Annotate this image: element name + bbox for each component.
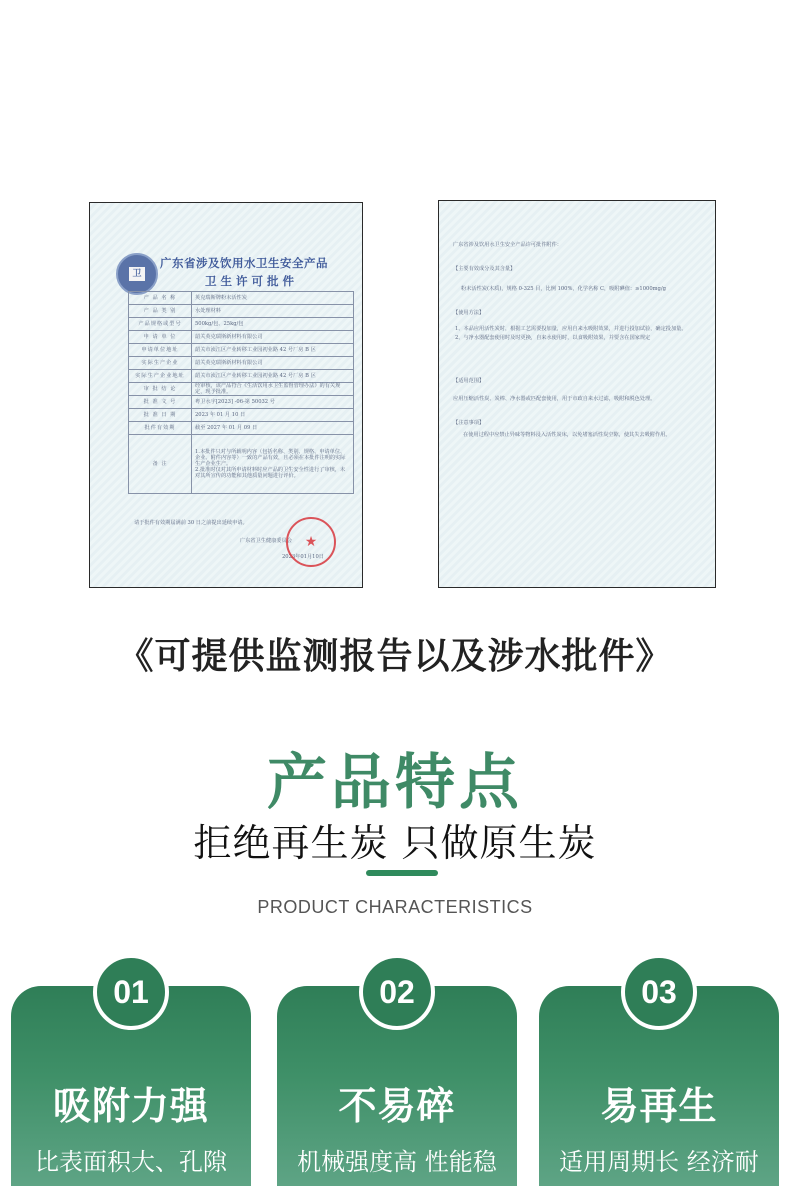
attachment-section-label: 【适用范围】 [453,378,485,384]
row-value: 韶关英克瑞斯新材料有限公司 [192,331,354,344]
row-value: 2023 年 01 月 10 日 [192,409,354,422]
section-english-caption: PRODUCT CHARACTERISTICS [257,897,533,917]
certificate-row [129,370,354,383]
feature-title: 吸附力强 [52,1084,209,1128]
row-value: 水处理材料 [192,305,354,318]
certificate-row [129,396,354,409]
red-official-seal-icon [286,517,336,567]
attachment-section-label: 【使用方法】 [453,310,485,316]
row-key: 备 注 [129,435,192,494]
feature-description: 比表面积大、孔隙 [35,1148,227,1176]
row-value: 韶关市浈江区产业转移工业园初业路 42 号厂房 B 区 [192,344,354,357]
row-key: 产 品 名 称 [129,292,192,305]
section-subtitle: 拒绝再生炭 只做原生炭 [193,821,597,865]
certificate-footer-note: 请于批件有效期届满前 30 日之前提出延续申请。 [134,520,248,526]
feature-description: 机械强度高 性能稳 [297,1148,497,1176]
row-key: 申 请 单 位 [129,331,192,344]
row-key: 批件有效期 [129,422,192,435]
feature-number-badge: 01 [93,954,169,1030]
row-key: 产 品 类 别 [129,305,192,318]
certificate-row [129,422,354,435]
certificate-row [129,292,354,305]
certificate-row [129,331,354,344]
row-value: 截至 2027 年 01 月 09 日 [192,422,354,435]
health-license-certificate [89,202,363,588]
row-value: 韶关英克瑞斯新材料有限公司 [192,357,354,370]
certificate-table [128,291,354,494]
certificate-row [129,344,354,357]
feature-card [11,973,251,1186]
certificate-issuer: 广东省卫生健康委员会 [240,538,292,544]
feature-number-badge: 03 [621,954,697,1030]
row-key: 批 准 日 期 [129,409,192,422]
row-value: 粤卫水字[2023] -06-第 50032 号 [192,396,354,409]
attachment-section-text: 1、本品应用活性炭时，根据工艺需要投加量，应用自来水吸附效果，并进行投加试验，确定投加量。 2、与净水器配套使用时及时更换，自来水使用时，以食吸附效果，并要含在国家规定 [455,326,687,341]
attachment-section-text: 应用压缩活性炭、炭棒、净水器或匹配套使用，用于市政自来水过滤，吸附和脱色处理。 [453,396,656,402]
attachment-section-text: 在使用过程中应禁止异味等物料浸入活性炭床，以免堵塞活性炭空隙，使其失去吸附作用。 [463,432,671,438]
feature-description: 适用周期长 经济耐 [559,1148,759,1176]
feature-number-badge: 02 [359,954,435,1030]
feature-card [277,973,517,1186]
attachment-section-label: 【注意事项】 [453,420,485,426]
row-value: 500kg/包、25kg/包 [192,318,354,331]
attachment-section-label: 【主要有效成分及其含量】 [453,266,516,272]
section-accent-bar [366,870,438,876]
certificate-subtitle: 卫生许可批件 [205,274,298,288]
row-key: 审 批 结 论 [129,383,192,396]
reports-headline: 《可提供监测报告以及涉水批件》 [117,636,673,677]
row-value: 英克瑞斯牌粉末活性炭 [192,292,354,305]
row-key: 实际生产企业 [129,357,192,370]
row-value: 韶关市浈江区产业转移工业园初业路 42 号厂房 B 区 [192,370,354,383]
certificate-title: 广东省涉及饮用水卫生安全产品 [160,256,328,270]
certificate-row [129,357,354,370]
row-value: 1.本批件只对与所载明内容（包括名称、类别、规格、申请单位、企业、附件内容等）一致的产品有效，且必须在本批件注明的实际生产企业生产。 2.批准时仅对其所申请材料时应产品的卫生安全性进行了审核，未对其所宣传的功能和其他质量问题进行评价。 [192,435,354,494]
certificate-row [129,318,354,331]
feature-card [539,973,779,1186]
certificate-attachment [438,200,716,588]
certificate-issue-date: 2023年01月10日 [282,554,324,560]
certificate-row [129,409,354,422]
certificate-row [129,435,354,494]
row-key: 申请单位地址 [129,344,192,357]
row-key: 实际生产企业地址 [129,370,192,383]
row-key: 批 准 文 号 [129,396,192,409]
attachment-heading: 广东省涉及饮用水卫生安全产品许可批件附件： [453,242,562,248]
certificate-row [129,305,354,318]
health-emblem-icon: 卫 [116,253,158,295]
certificate-row [129,383,354,396]
attachment-section-text: 粉末活性炭(木质)，规格 0-325 目，比例 100%，化学名称 C，吸附碘值：≥1000mg/g [461,286,666,292]
row-value: 经审核，该产品符合《生活饮用水卫生监督管理办法》的有关规定，现予批准。 [192,383,354,396]
feature-title: 易再生 [600,1084,718,1128]
row-key: 产品规格或型号 [129,318,192,331]
feature-title: 不易碎 [338,1084,456,1128]
section-title: 产品特点 [267,748,523,818]
